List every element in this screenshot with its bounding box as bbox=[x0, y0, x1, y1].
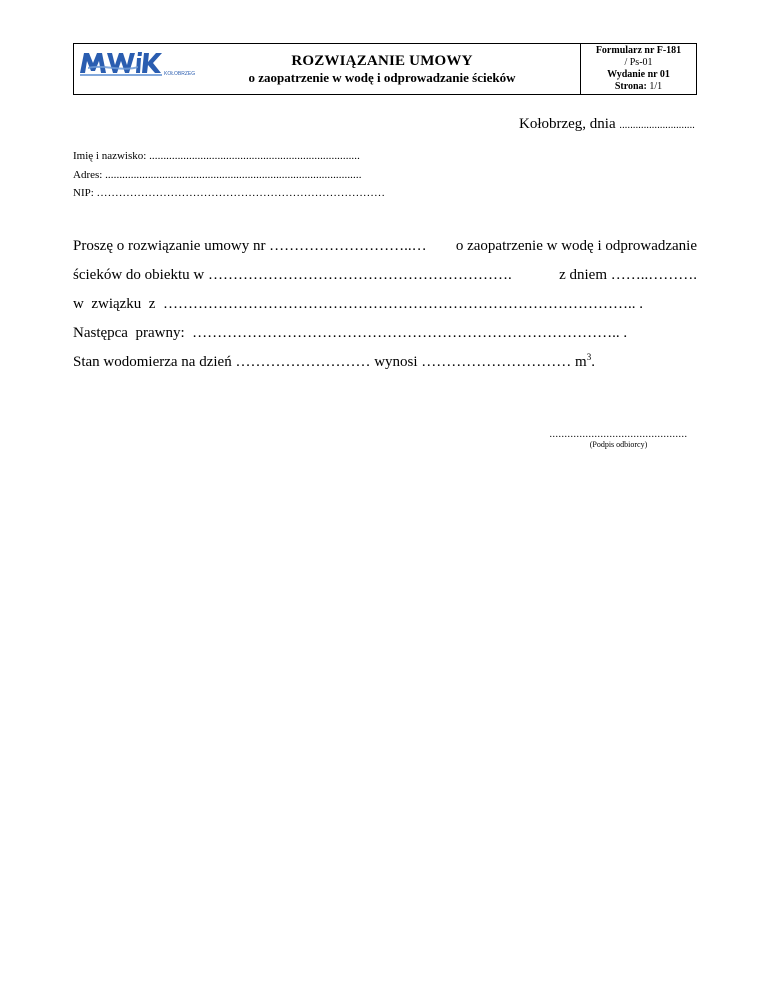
procedure-number: / Ps-01 bbox=[624, 57, 653, 68]
page-label: Strona: bbox=[614, 81, 647, 92]
document-header bbox=[73, 43, 697, 95]
address-label: Adres: bbox=[73, 169, 103, 181]
meter-reading-end: . bbox=[591, 354, 595, 370]
date-field[interactable]: ............................ bbox=[619, 120, 695, 131]
name-field[interactable]: .......................................................................... bbox=[149, 150, 360, 162]
request-paragraph bbox=[73, 232, 697, 377]
body-line-2 bbox=[73, 261, 697, 290]
meter-reading-main: Stan wodomierza na dzień ……………………… wynosi ………………………… m bbox=[73, 354, 587, 370]
body-line-1-end: o zaopatrzenie w wodę i odprowadzanie bbox=[455, 238, 697, 254]
address-line bbox=[73, 169, 362, 182]
company-logo bbox=[78, 49, 196, 79]
edition-number: Wydanie nr 01 bbox=[607, 69, 670, 80]
title-cell bbox=[184, 44, 581, 94]
place-date-label: Kołobrzeg, dnia bbox=[519, 116, 616, 132]
logo-cell bbox=[74, 44, 196, 94]
cubic-superscript: 3 bbox=[586, 352, 592, 362]
body-line-4 bbox=[73, 319, 697, 348]
document-subtitle: o zaopatrzenie w wodę i odprowadzanie ścieków bbox=[248, 69, 516, 85]
signature-caption: (Podpis odbiorcy) bbox=[589, 440, 648, 449]
form-meta bbox=[581, 44, 696, 94]
name-line bbox=[73, 150, 360, 163]
form-number: Formularz nr F-181 bbox=[595, 45, 682, 56]
nip-label: NIP: bbox=[73, 187, 94, 199]
contract-number-text[interactable]: Proszę o rozwiązanie umowy nr ………………………..… bbox=[73, 238, 427, 254]
place-date-line bbox=[519, 115, 695, 135]
reason-text[interactable]: w związku z ………………………………………………………………………………….. . bbox=[73, 296, 643, 312]
meter-reading-text[interactable] bbox=[73, 348, 595, 377]
nip-line bbox=[73, 187, 385, 200]
document-title: ROZWIĄZANIE UMOWY bbox=[291, 52, 473, 69]
body-line-1 bbox=[73, 232, 697, 261]
object-address-text[interactable]: ścieków do obiektu w ……………………………………………………. bbox=[73, 267, 512, 283]
signature-block bbox=[540, 429, 697, 450]
body-line-5 bbox=[73, 348, 697, 377]
page-value: 1/1 bbox=[649, 81, 663, 92]
address-field[interactable]: .......................................................................................... bbox=[105, 169, 362, 181]
successor-text[interactable]: Następca prawny: ………………………………………………………………………….. . bbox=[73, 325, 628, 341]
body-line-3 bbox=[73, 290, 697, 319]
logo-subtext: KOŁOBRZEG bbox=[164, 71, 196, 77]
end-date-text[interactable]: z dniem ……..………. bbox=[559, 267, 697, 283]
page-info bbox=[615, 81, 662, 93]
nip-field[interactable]: …………………………………………………………………… bbox=[96, 187, 386, 199]
name-label: Imię i nazwisko: bbox=[73, 150, 147, 162]
signature-field[interactable]: .............................................. bbox=[549, 429, 688, 440]
